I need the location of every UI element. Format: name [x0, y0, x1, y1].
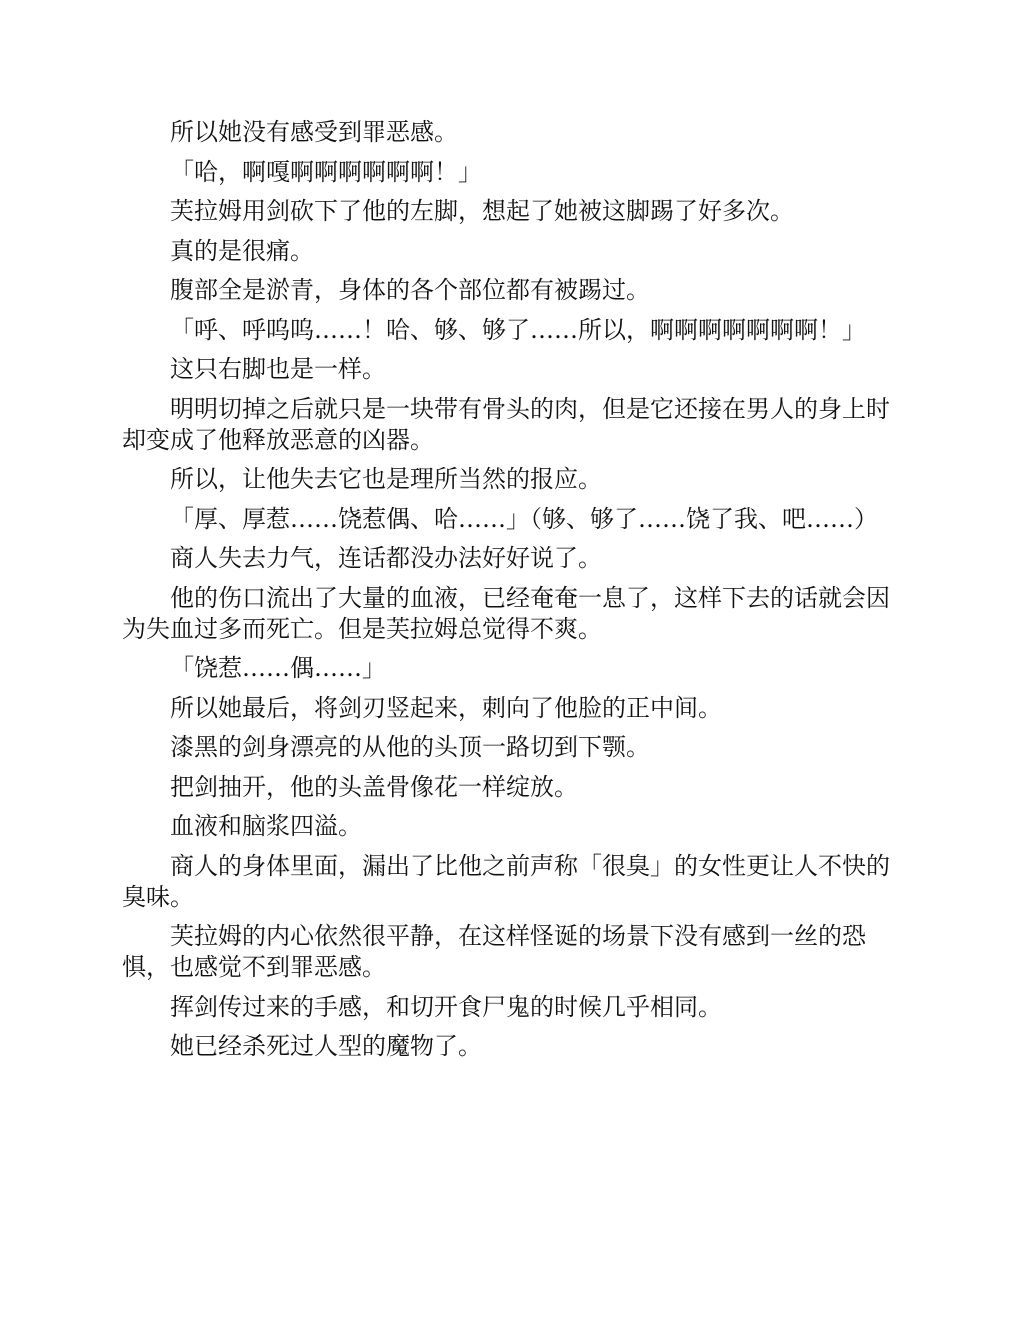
paragraph: 腹部全是淤青，身体的各个部位都有被踢过。	[170, 276, 650, 304]
paragraph: 把剑抽开，他的头盖骨像花一样绽放。	[170, 772, 578, 801]
paragraph: 商人失去力气，连话都没办法好好说了。	[170, 544, 602, 572]
body-text	[122, 117, 902, 1071]
paragraph: 明明切掉之后就只是一块带有骨头的肉，但是它还接在男人的身上时却变成了他释放恶意的凶器。	[122, 394, 890, 454]
paragraph: 血液和脑浆四溢。	[170, 812, 362, 840]
paragraph: 所以，让他失去它也是理所当然的报应。	[170, 465, 602, 493]
paragraph: 「厚、厚惹……饶惹偶、哈……」（够、够了……饶了我、吧……）	[170, 504, 878, 533]
paragraph: 这只右脚也是一样。	[170, 355, 386, 383]
paragraph: 商人的身体里面，漏出了比他之前声称「很臭」的女性更让人不快的臭味。	[122, 851, 890, 911]
paragraph: 所以她没有感受到罪恶感。	[170, 118, 458, 146]
paragraph: 「哈，啊嘎啊啊啊啊啊啊！」	[170, 157, 482, 186]
paragraph: 「呼、呼呜呜……！哈、够、够了……所以，啊啊啊啊啊啊啊！」	[170, 315, 866, 344]
paragraph: 所以她最后，将剑刃竖起来，刺向了他脸的正中间。	[170, 693, 722, 722]
paragraph: 漆黑的剑身漂亮的从他的头顶一路切到下颚。	[170, 733, 650, 761]
paragraph: 挥剑传过来的手感，和切开食尸鬼的时候几乎相同。	[170, 992, 722, 1021]
paragraph: 芙拉姆的内心依然很平静，在这样怪诞的场景下没有感到一丝的恐惧，也感觉不到罪恶感。	[122, 922, 866, 981]
paragraph: 真的是很痛。	[170, 236, 314, 265]
paragraph: 「饶惹……偶……」	[170, 654, 386, 682]
paragraph: 她已经杀死过人型的魔物了。	[170, 1032, 482, 1060]
paragraph: 芙拉姆用剑砍下了他的左脚，想起了她被这脚踢了好多次。	[170, 197, 794, 225]
paragraph: 他的伤口流出了大量的血液，已经奄奄一息了，这样下去的话就会因为失血过多而死亡。但是芙拉姆总觉得不爽。	[122, 583, 890, 643]
